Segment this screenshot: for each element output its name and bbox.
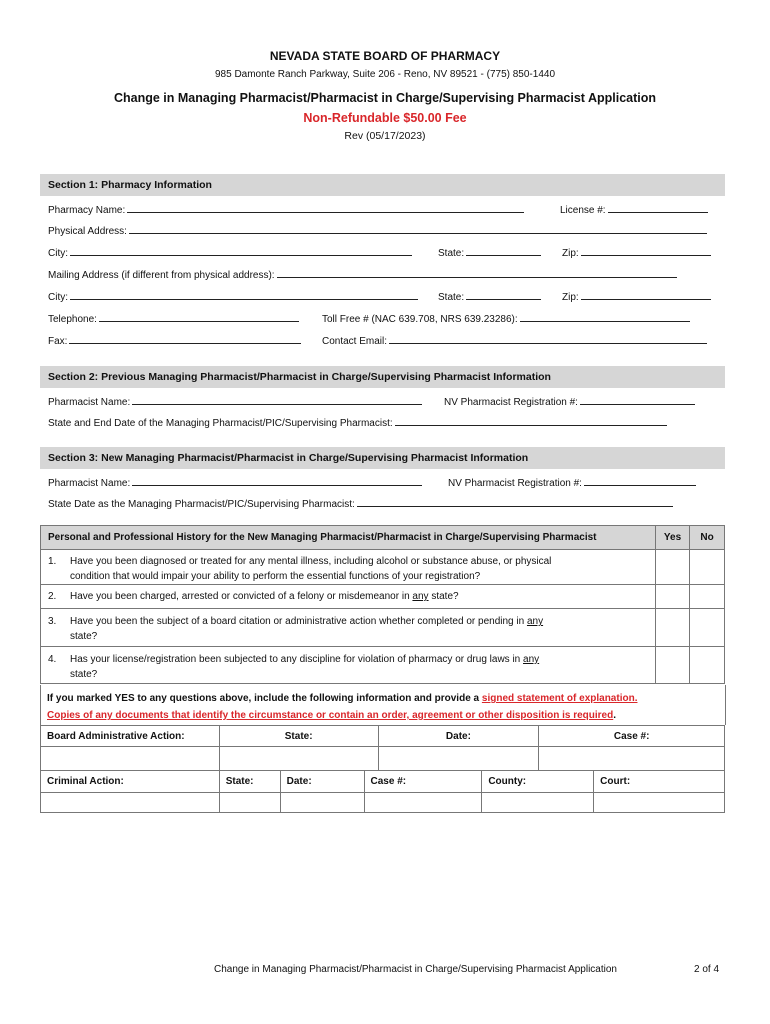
section-1-header [40,174,725,196]
criminal-case-input[interactable] [364,793,482,813]
board-action-input[interactable] [41,747,220,771]
question-3-number: 3. [48,616,57,627]
mailing-city-field[interactable] [48,289,418,303]
board-action-label: Board Administrative Action: [41,726,220,747]
statement-red-2: Copies of any documents that identify the circumstance or contain an order, agreement or other disposition is required [47,710,614,721]
board-state-header: State: [219,726,378,747]
board-action-input-row [41,747,725,771]
section-2-header [40,366,725,388]
question-4-text-b: state? [70,669,98,680]
mailing-state-field[interactable] [438,289,541,303]
board-action-table [40,725,725,771]
mailing-address-field[interactable] [48,267,677,281]
mailing-state-label: State: [438,292,465,303]
question-2-any: any [412,591,429,602]
fax-field[interactable] [48,333,301,347]
form-title: Change in Managing Pharmacist/Pharmacist in Charge/Supervising Pharmacist Application [113,91,657,105]
question-4-text-a: Has your license/registration been subjected to any discipline for violation of pharmacy or drug laws in [70,654,524,665]
toll-free-field[interactable] [322,311,690,325]
criminal-action-label: Criminal Action: [41,771,220,793]
board-action-header-row [41,726,725,747]
question-3 [41,609,656,647]
board-case-input[interactable] [539,747,725,771]
mailing-zip-field[interactable] [562,289,711,303]
board-date-input[interactable] [378,747,539,771]
question-row [41,550,725,585]
history-table [40,525,725,684]
telephone-label: Telephone: [48,314,97,325]
question-1 [41,550,656,585]
new-registration-field[interactable] [448,475,696,489]
question-2 [41,585,656,609]
board-state-input[interactable] [219,747,378,771]
yes-header: Yes [656,526,690,550]
question-4-no-checkbox[interactable] [690,647,725,684]
zip-label: Zip: [562,248,579,259]
criminal-action-table [40,770,725,813]
physical-address-label: Physical Address: [48,226,127,237]
new-start-date-field[interactable] [48,496,673,510]
question-2-no-checkbox[interactable] [690,585,725,609]
contact-email-field[interactable] [322,333,707,347]
revision-date: Rev (05/17/2023) [344,130,426,142]
question-2-yes-checkbox[interactable] [656,585,690,609]
question-4-number: 4. [48,654,57,665]
criminal-date-input[interactable] [280,793,364,813]
prev-end-date-label: State and End Date of the Managing Pharmacist/PIC/Supervising Pharmacist: [48,418,393,429]
state-label: State: [438,248,465,259]
contact-email-label: Contact Email: [322,336,388,347]
question-1-yes-checkbox[interactable] [656,550,690,585]
question-3-no-checkbox[interactable] [690,609,725,647]
new-pharmacist-name-field[interactable] [48,475,422,489]
question-1-text-a: Have you been diagnosed or treated for any mental illness, including alcohol or substance abuse, or physical [70,556,552,567]
criminal-county-input[interactable] [482,793,594,813]
section-3-title: Section 3: New Managing Pharmacist/Pharmacist in Charge/Supervising Pharmacist Information [48,452,529,464]
prev-registration-field[interactable] [444,394,695,408]
telephone-field[interactable] [48,311,299,325]
question-row [41,647,725,684]
criminal-state-input[interactable] [219,793,280,813]
criminal-state-cell[interactable]: State: [219,771,280,793]
statement-end: . [613,710,616,721]
section-1-title: Section 1: Pharmacy Information [48,179,212,191]
question-2-text-a: Have you been charged, arrested or convicted of a felony or misdemeanor in [70,591,413,602]
question-1-no-checkbox[interactable] [690,550,725,585]
pharmacy-name-label: Pharmacy Name: [48,205,126,216]
criminal-action-row [41,771,725,793]
criminal-action-input[interactable] [41,793,220,813]
board-case-header: Case #: [539,726,725,747]
new-pharmacist-name-label: Pharmacist Name: [48,478,131,489]
fax-label: Fax: [48,336,68,347]
zip-field[interactable] [562,245,711,259]
prev-registration-label: NV Pharmacist Registration #: [444,397,578,408]
prev-pharmacist-name-label: Pharmacist Name: [48,397,131,408]
criminal-court-input[interactable] [594,793,725,813]
no-header: No [690,526,725,550]
question-4-any: any [523,654,540,665]
statement-text [47,690,717,724]
question-3-yes-checkbox[interactable] [656,609,690,647]
license-field[interactable] [560,202,708,216]
history-title: Personal and Professional History for the New Managing Pharmacist/Pharmacist in Charge/Supervising Pharmacist [41,526,656,550]
criminal-action-input-row [41,793,725,813]
criminal-date-cell[interactable]: Date: [280,771,364,793]
criminal-court-cell[interactable]: Court: [594,771,725,793]
question-1-text-b: condition that would impair your ability to perform the essential functions of your registration? [70,571,481,582]
question-4-yes-checkbox[interactable] [656,647,690,684]
prev-pharmacist-name-field[interactable] [48,394,422,408]
statement-red-1: signed statement of explanation. [481,693,638,704]
new-registration-label: NV Pharmacist Registration #: [448,478,582,489]
org-address: 985 Damonte Ranch Parkway, Suite 206 - Reno, NV 89521 - (775) 850-1440 [214,69,555,80]
state-field[interactable] [438,245,541,259]
new-start-date-label: State Date as the Managing Pharmacist/PIC/Supervising Pharmacist: [48,499,355,510]
license-label: License #: [560,205,606,216]
org-name: NEVADA STATE BOARD OF PHARMACY [269,49,501,63]
question-4 [41,647,656,684]
prev-end-date-field[interactable] [48,415,667,429]
footer-title: Change in Managing Pharmacist/Pharmacist in Charge/Supervising Pharmacist Application [214,964,617,975]
mailing-city-label: City: [48,292,68,303]
fee-notice: Non-Refundable $50.00 Fee [303,111,467,125]
question-row [41,585,725,609]
pharmacy-name-field[interactable] [48,202,524,216]
question-3-text-b: state? [70,631,98,642]
criminal-case-cell[interactable]: Case #: [364,771,482,793]
physical-address-field[interactable] [48,223,707,237]
question-1-number: 1. [48,556,57,567]
board-date-header: Date: [378,726,539,747]
history-header-row [41,526,725,550]
section-2-title: Section 2: Previous Managing Pharmacist/Pharmacist in Charge/Supervising Pharmacist Information [48,371,551,383]
question-2-text-b: state? [428,591,459,602]
page-number: 2 of 4 [694,964,720,975]
mailing-zip-label: Zip: [562,292,579,303]
toll-free-label: Toll Free # (NAC 639.708, NRS 639.23286): [322,314,518,325]
criminal-county-cell[interactable]: County: [482,771,594,793]
section-3-header [40,447,725,469]
question-3-any: any [526,616,544,627]
mailing-address-label: Mailing Address (if different from physical address): [48,270,275,281]
question-2-number: 2. [48,591,57,602]
city-label: City: [48,248,68,259]
question-3-text-a: Have you been the subject of a board citation or administrative action whether completed or pending in [70,616,527,627]
statement-lead: If you marked YES to any questions above, include the following information and provide a [47,693,482,704]
city-field[interactable] [48,245,412,259]
question-row [41,609,725,647]
